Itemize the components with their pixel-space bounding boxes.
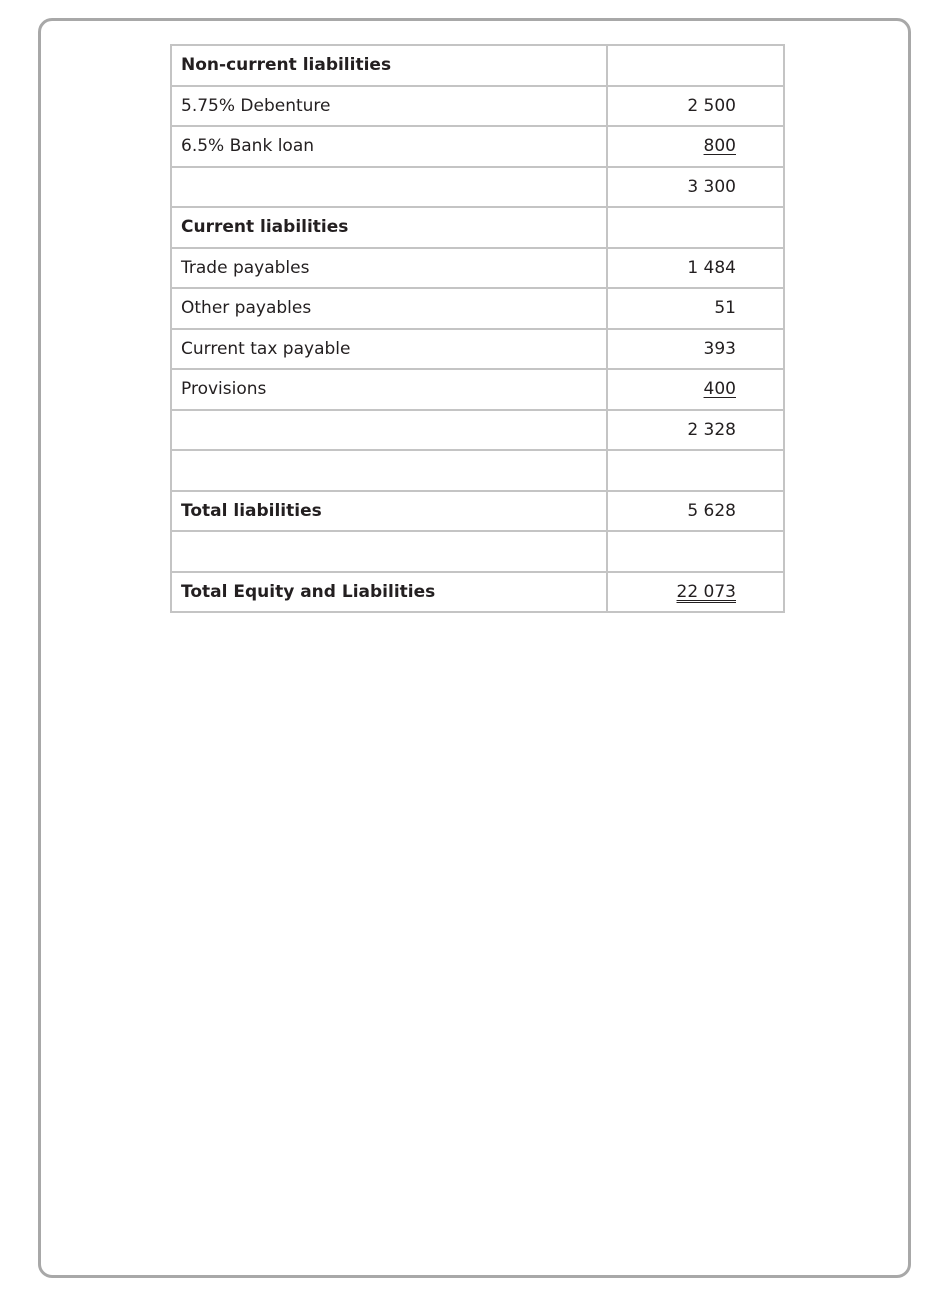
row-value-cell bbox=[607, 45, 784, 86]
row-value: 800 bbox=[703, 136, 736, 157]
table-row bbox=[171, 167, 784, 208]
row-value: 5 628 bbox=[687, 500, 736, 521]
row-label: Trade payables bbox=[171, 248, 607, 289]
row-label bbox=[171, 531, 607, 572]
row-value: 22 073 bbox=[676, 581, 736, 602]
row-value-cell bbox=[607, 288, 784, 329]
table-row bbox=[171, 207, 784, 248]
row-label: Current liabilities bbox=[171, 207, 607, 248]
table-row bbox=[171, 86, 784, 127]
row-label: 6.5% Bank loan bbox=[171, 126, 607, 167]
row-label bbox=[171, 167, 607, 208]
table-row bbox=[171, 369, 784, 410]
table-row bbox=[171, 329, 784, 370]
table-row bbox=[171, 572, 784, 613]
row-value: 393 bbox=[703, 338, 736, 359]
row-value-cell bbox=[607, 167, 784, 208]
row-value-cell bbox=[607, 572, 784, 613]
row-value-cell bbox=[607, 410, 784, 451]
table-row bbox=[171, 248, 784, 289]
table-row bbox=[171, 531, 784, 572]
table-row bbox=[171, 288, 784, 329]
liabilities-table bbox=[170, 44, 785, 613]
row-label: 5.75% Debenture bbox=[171, 86, 607, 127]
row-label: Non-current liabilities bbox=[171, 45, 607, 86]
table-row bbox=[171, 450, 784, 491]
table-row bbox=[171, 45, 784, 86]
row-value-cell bbox=[607, 369, 784, 410]
row-label: Current tax payable bbox=[171, 329, 607, 370]
row-value: 3 300 bbox=[687, 176, 736, 197]
table-row bbox=[171, 126, 784, 167]
row-value-cell bbox=[607, 450, 784, 491]
row-label: Provisions bbox=[171, 369, 607, 410]
row-value-cell bbox=[607, 207, 784, 248]
row-label: Total Equity and Liabilities bbox=[171, 572, 607, 613]
row-label bbox=[171, 410, 607, 451]
row-value: 400 bbox=[703, 379, 736, 400]
row-value-cell bbox=[607, 491, 784, 532]
row-value: 51 bbox=[714, 298, 736, 319]
row-value: 1 484 bbox=[687, 257, 736, 278]
row-value: 2 328 bbox=[687, 419, 736, 440]
row-value-cell bbox=[607, 86, 784, 127]
row-value: 2 500 bbox=[687, 95, 736, 116]
row-value-cell bbox=[607, 531, 784, 572]
table-row bbox=[171, 410, 784, 451]
row-label: Total liabilities bbox=[171, 491, 607, 532]
row-label: Other payables bbox=[171, 288, 607, 329]
table-row bbox=[171, 491, 784, 532]
row-value-cell bbox=[607, 248, 784, 289]
row-value-cell bbox=[607, 329, 784, 370]
row-label bbox=[171, 450, 607, 491]
row-value-cell bbox=[607, 126, 784, 167]
